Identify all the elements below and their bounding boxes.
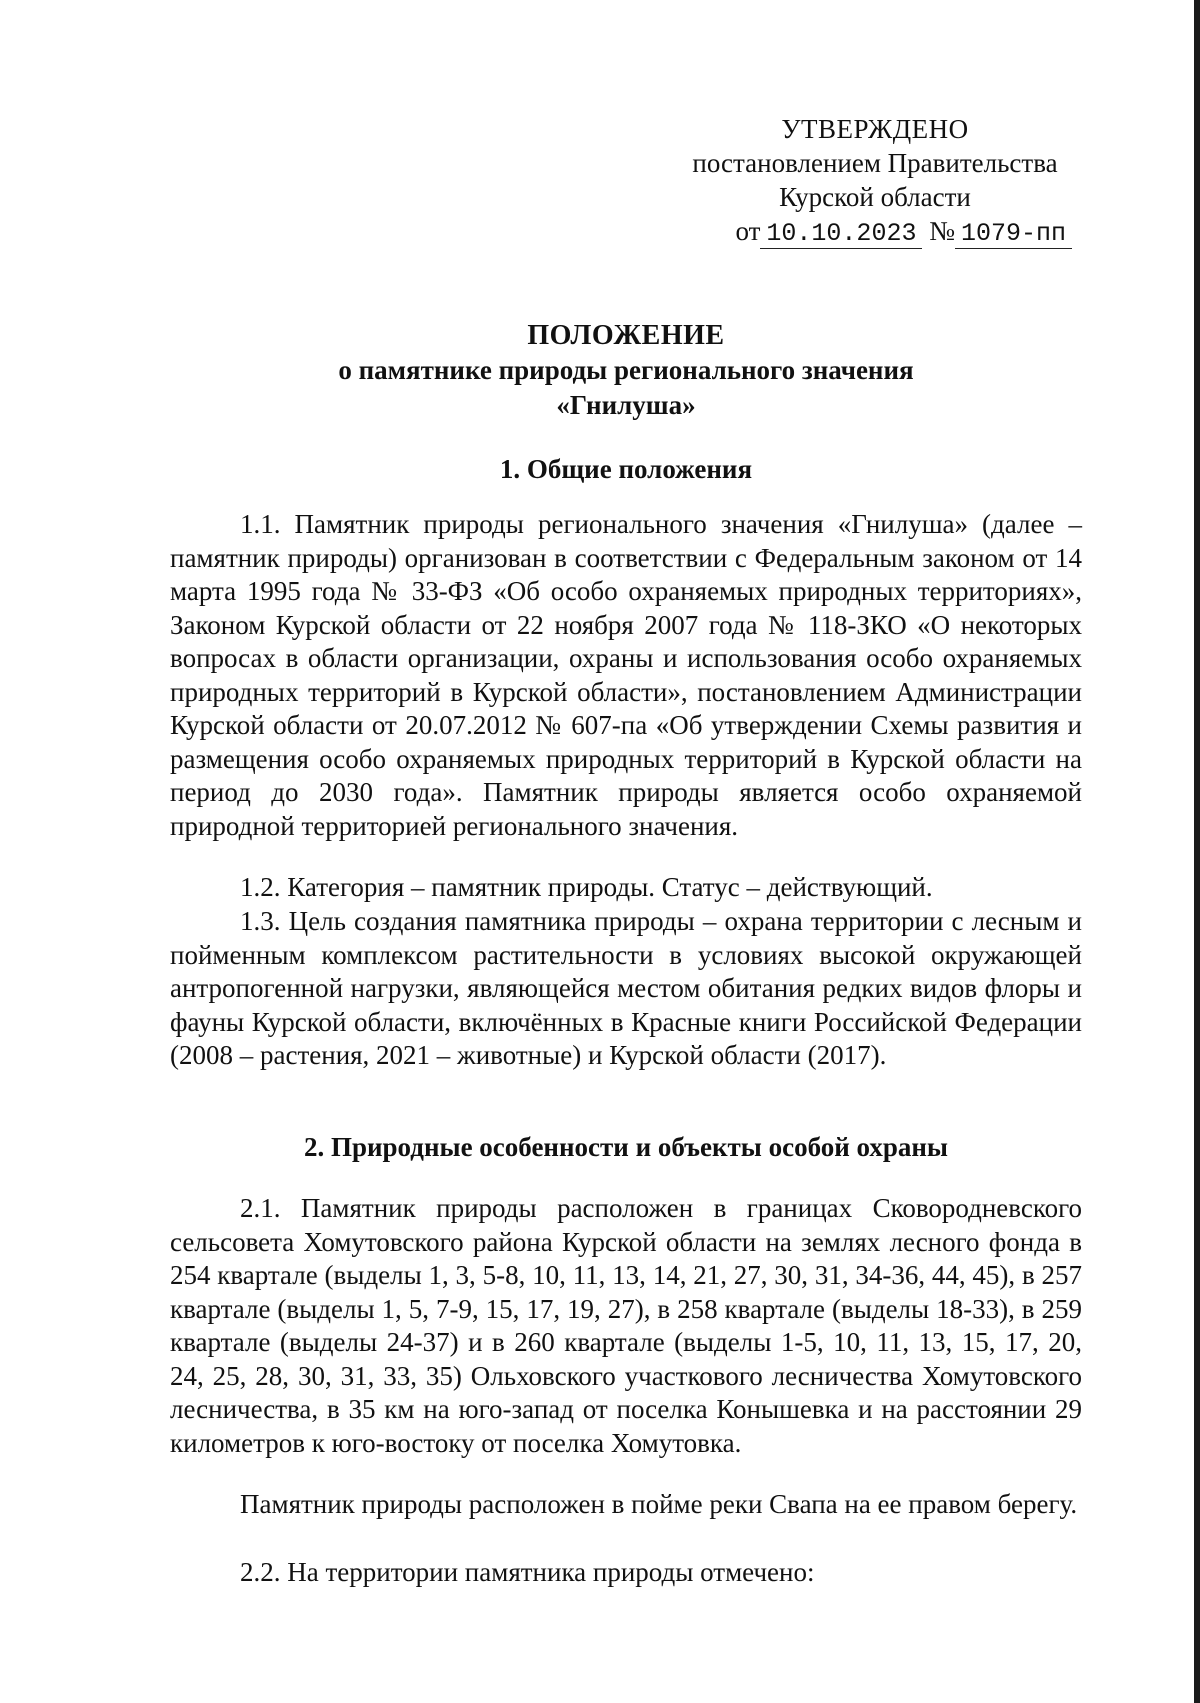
paragraph-2-1: 2.1. Памятник природы расположен в границах Сковороднeвского сельсовета Хомутовского района Курской области на землях лесного фонда в 254 квартале (выделы 1, 3, 5-8, 10, 11, 13, 14, 21, 27, 30, 31, 34-36, 44, 45), в 257 квартале (выделы 1, 5, 7-9, 15, 17, 19, 27), в 258 квартале (выделы 18-33), в 259 квартале (выделы 24-37) и в 260 квартале (выделы 1-5, 10, 11, 13, 15, 17, 20, 24, 25, 28, 30, 31, 33, 35) Ольховского участкового лесничества Хомутовского лесничества, в 35 км на юго-запад от поселка Конышевка и на расстоянии 29 километров к юго-востоку от поселка Хомутовка. (170, 1193, 1082, 1458)
document-page (170, 0, 1082, 1703)
paragraph-1-3: 1.3. Цель создания памятника природы – охрана территории с лесным и пойменным комплексом растительности в условиях высокой окружающей антропогенной нагрузки, являющейся местом обитания редких видов флоры и фауны Курской области, включённых в Красные книги Российской Федерации (2008 – растения, 2021 – животные) и Курской области (2017). (170, 906, 1082, 1070)
approved-region: Курской области (779, 182, 971, 212)
decree-number: 1079-пп (955, 219, 1072, 249)
paragraph-2-2: 2.2. На территории памятника природы отмечено: (240, 1557, 815, 1587)
approved-label: УТВЕРЖДЕНО (781, 114, 969, 144)
section-1-heading: 1. Общие положения (499, 454, 753, 484)
paragraph-1-1: 1.1. Памятник природы регионального значения «Гнилуша» (далее – памятник природы) организован в соответствии с Федеральным законом от 14 марта 1995 года № 33-ФЗ «Об особо охраняемых природных территориях», Законом Курской области от 22 ноября 2007 года № 118-ЗКО «О некоторых вопросах в области организации, охраны и использования особо охраняемых природных территорий в Курской области», постановлением Администрации Курской области от 20.07.2012 № 607-па «Об утверждении Схемы развития и размещения особо охраняемых природных территорий в Курской области на период до 2030 года». Памятник природы является особо охраняемой природной территорией регионального значения. (170, 509, 1082, 841)
approved-by: постановлением Правительства (692, 148, 1058, 178)
section-2-heading: 2. Природные особенности и объекты особой охраны (303, 1132, 949, 1162)
document-title (170, 318, 1082, 423)
title-sub: о памятнике природы регионального значения (338, 355, 914, 385)
paragraph-2-1-cont: Памятник природы расположен в пойме реки Свапа на ее правом берегу. (240, 1489, 1078, 1519)
decree-date: 10.10.2023 (760, 219, 922, 249)
scan-edge (1194, 0, 1200, 1703)
approval-stamp-block (670, 112, 1080, 251)
number-prefix: № (929, 216, 955, 246)
date-prefix: от (735, 216, 761, 246)
decree-date-number (670, 214, 1080, 251)
title-main: ПОЛОЖЕНИЕ (527, 320, 725, 351)
title-name: «Гнилуша» (556, 390, 696, 420)
paragraph-1-2: 1.2. Категория – памятник природы. Статус – действующий. (240, 872, 933, 902)
